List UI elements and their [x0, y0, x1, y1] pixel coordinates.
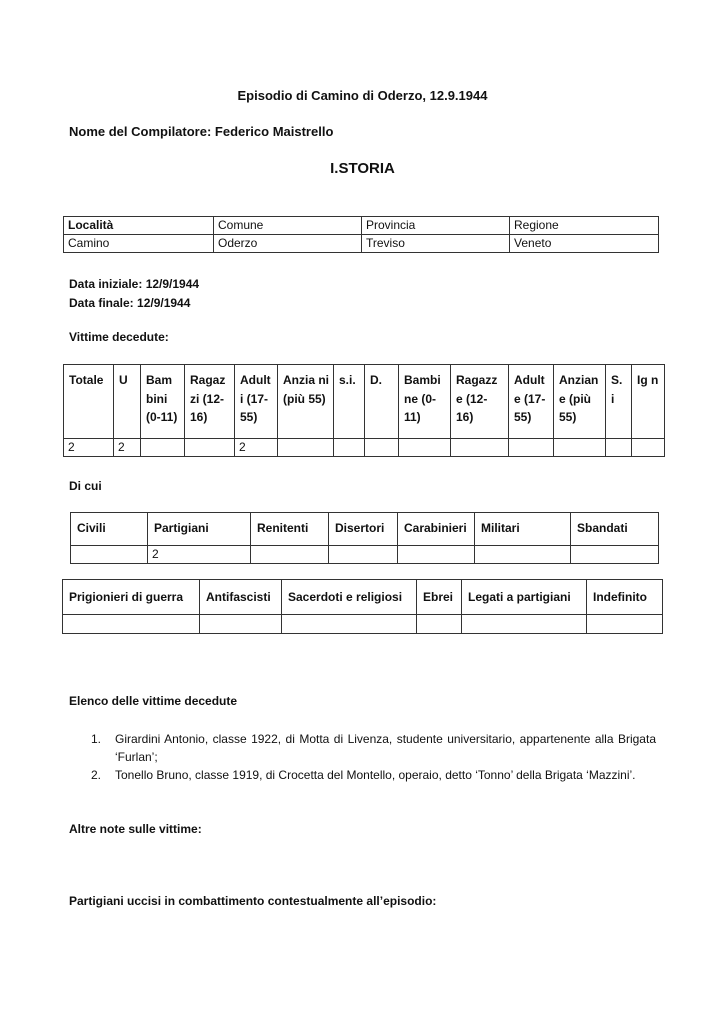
- table-header-cell: Legati a partigiani: [462, 580, 587, 615]
- partisans-killed-label: Partigiani uccisi in combattimento contestualmente all’episodio:: [69, 894, 437, 908]
- table-row: [64, 365, 665, 439]
- table-cell: [251, 546, 329, 564]
- table-cell: [282, 615, 417, 634]
- table-cell: [571, 546, 659, 564]
- table-cell: [554, 439, 606, 457]
- table-header-cell: Disertori: [329, 513, 398, 546]
- table-cell: [451, 439, 509, 457]
- table-cell: 2: [148, 546, 251, 564]
- categories-table: [70, 512, 659, 564]
- table-cell: Veneto: [510, 235, 659, 253]
- table-header-cell: Anzia ni (più 55): [278, 365, 334, 439]
- list-item-number: 2.: [91, 768, 102, 782]
- table-cell: 2: [114, 439, 141, 457]
- table-cell: [398, 546, 475, 564]
- table-cell: [606, 439, 632, 457]
- table-header-cell: Bambi ne (0-11): [399, 365, 451, 439]
- victims-list: [91, 730, 656, 784]
- table-header-cell: Indefinito: [587, 580, 663, 615]
- table-row: [64, 217, 659, 235]
- list-item-text: Tonello Bruno, classe 1919, di Crocetta del Montello, operaio, detto ‘Tonno’ della Brigata ‘Mazzini’.: [115, 768, 636, 782]
- list-item-text: Girardini Antonio, classe 1922, di Motta di Livenza, studente universitario, appartenente alla Brigata ‘Furlan’;: [115, 732, 656, 764]
- table-header-cell: Località: [64, 217, 214, 235]
- table-cell: Oderzo: [214, 235, 362, 253]
- table-cell: [399, 439, 451, 457]
- table-cell: [462, 615, 587, 634]
- table-header-cell: Carabinieri: [398, 513, 475, 546]
- table-cell: [334, 439, 365, 457]
- table-cell: Treviso: [362, 235, 510, 253]
- location-table: [63, 216, 659, 253]
- table-cell: [141, 439, 185, 457]
- table-header-cell: Ig n: [632, 365, 665, 439]
- list-item-number: 1.: [91, 732, 102, 746]
- table-header-cell: Ragaz zi (12-16): [185, 365, 235, 439]
- table-row: [63, 580, 663, 615]
- table-cell: [63, 615, 200, 634]
- table-header-cell: Sbandati: [571, 513, 659, 546]
- table-row: [71, 513, 659, 546]
- table-header-cell: Provincia: [362, 217, 510, 235]
- table-header-cell: Adult i (17-55): [235, 365, 278, 439]
- table-header-cell: Civili: [71, 513, 148, 546]
- table-cell: 2: [64, 439, 114, 457]
- table-cell: [632, 439, 665, 457]
- table-header-cell: Renitenti: [251, 513, 329, 546]
- table-cell: [278, 439, 334, 457]
- table-header-cell: Partigiani: [148, 513, 251, 546]
- categories-table-2: [62, 579, 663, 634]
- table-cell: [365, 439, 399, 457]
- table-cell: [509, 439, 554, 457]
- table-cell: [475, 546, 571, 564]
- table-cell: [185, 439, 235, 457]
- table-header-cell: Anzian e (più 55): [554, 365, 606, 439]
- table-cell: [587, 615, 663, 634]
- victims-label: Vittime decedute:: [69, 330, 169, 344]
- table-cell: 2: [235, 439, 278, 457]
- table-header-cell: Adult e (17-55): [509, 365, 554, 439]
- list-item: [91, 766, 656, 784]
- table-cell: [71, 546, 148, 564]
- table-row: [64, 439, 665, 457]
- di-cui-label: Di cui: [69, 479, 102, 493]
- table-header-cell: Prigionieri di guerra: [63, 580, 200, 615]
- table-row: [71, 546, 659, 564]
- table-header-cell: Ebrei: [417, 580, 462, 615]
- table-cell: [200, 615, 282, 634]
- document-title: Episodio di Camino di Oderzo, 12.9.1944: [237, 88, 488, 103]
- end-date: Data finale: 12/9/1944: [69, 296, 191, 310]
- table-header-cell: Comune: [214, 217, 362, 235]
- other-notes-label: Altre note sulle vittime:: [69, 822, 202, 836]
- victims-table: [63, 364, 665, 457]
- table-header-cell: U: [114, 365, 141, 439]
- dates-block: [69, 275, 199, 313]
- table-row: [63, 615, 663, 634]
- table-header-cell: Militari: [475, 513, 571, 546]
- table-header-cell: Antifascisti: [200, 580, 282, 615]
- table-header-cell: D.: [365, 365, 399, 439]
- table-cell: Camino: [64, 235, 214, 253]
- compiler-name: Nome del Compilatore: Federico Maistrello: [69, 124, 334, 139]
- table-row: [64, 235, 659, 253]
- table-header-cell: s.i.: [334, 365, 365, 439]
- table-header-cell: Bam bini (0-11): [141, 365, 185, 439]
- table-header-cell: S. i: [606, 365, 632, 439]
- victims-list-title: Elenco delle vittime decedute: [69, 694, 238, 708]
- section-title: I.STORIA: [330, 160, 395, 177]
- table-header-cell: Sacerdoti e religiosi: [282, 580, 417, 615]
- table-header-cell: Ragazze (12-16): [451, 365, 509, 439]
- table-header-cell: Regione: [510, 217, 659, 235]
- table-header-cell: Totale: [64, 365, 114, 439]
- start-date: Data iniziale: 12/9/1944: [69, 277, 200, 291]
- table-cell: [329, 546, 398, 564]
- list-item: [91, 730, 656, 766]
- table-cell: [417, 615, 462, 634]
